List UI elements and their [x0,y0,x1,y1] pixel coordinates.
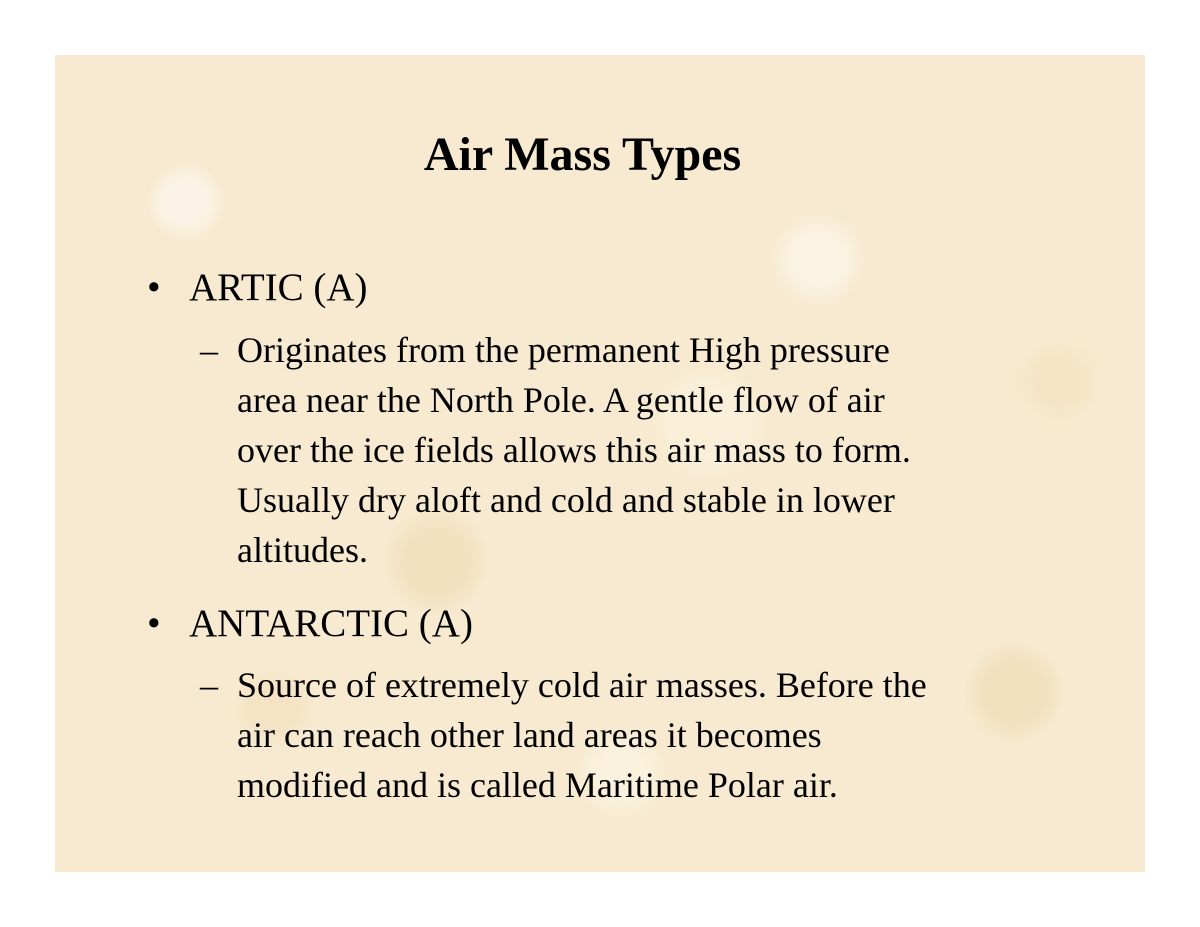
bullet-dot: • [147,266,161,309]
slide [55,55,1145,872]
bullet-heading-artic: ARTIC (A) [189,266,368,309]
bullet-antarctic [147,601,473,647]
sub-item-antarctic-description [200,660,1080,810]
text-line: Source of extremely cold air masses. Before the [237,665,927,705]
sub-item-artic-description [200,325,1080,575]
bullet-dot: • [147,602,161,645]
sub-dash: – [200,330,218,370]
sub-dash: – [200,665,218,705]
text-line: Originates from the permanent High pressure [237,330,890,370]
bullet-artic [147,265,368,311]
bullet-heading-antarctic: ANTARCTIC (A) [189,602,473,645]
text-line: area near the North Pole. A gentle flow of air [237,380,885,420]
text-line: altitudes. [237,530,368,570]
sub-body [200,660,1080,810]
text-line: Usually dry aloft and cold and stable in lower [237,480,895,520]
slide-title: Air Mass Types [423,128,742,181]
text-line: air can reach other land areas it becomes [237,715,822,755]
sub-body [200,325,1080,575]
text-line: over the ice fields allows this air mass to form. [237,430,911,470]
text-line: modified and is called Maritime Polar air. [237,765,838,805]
